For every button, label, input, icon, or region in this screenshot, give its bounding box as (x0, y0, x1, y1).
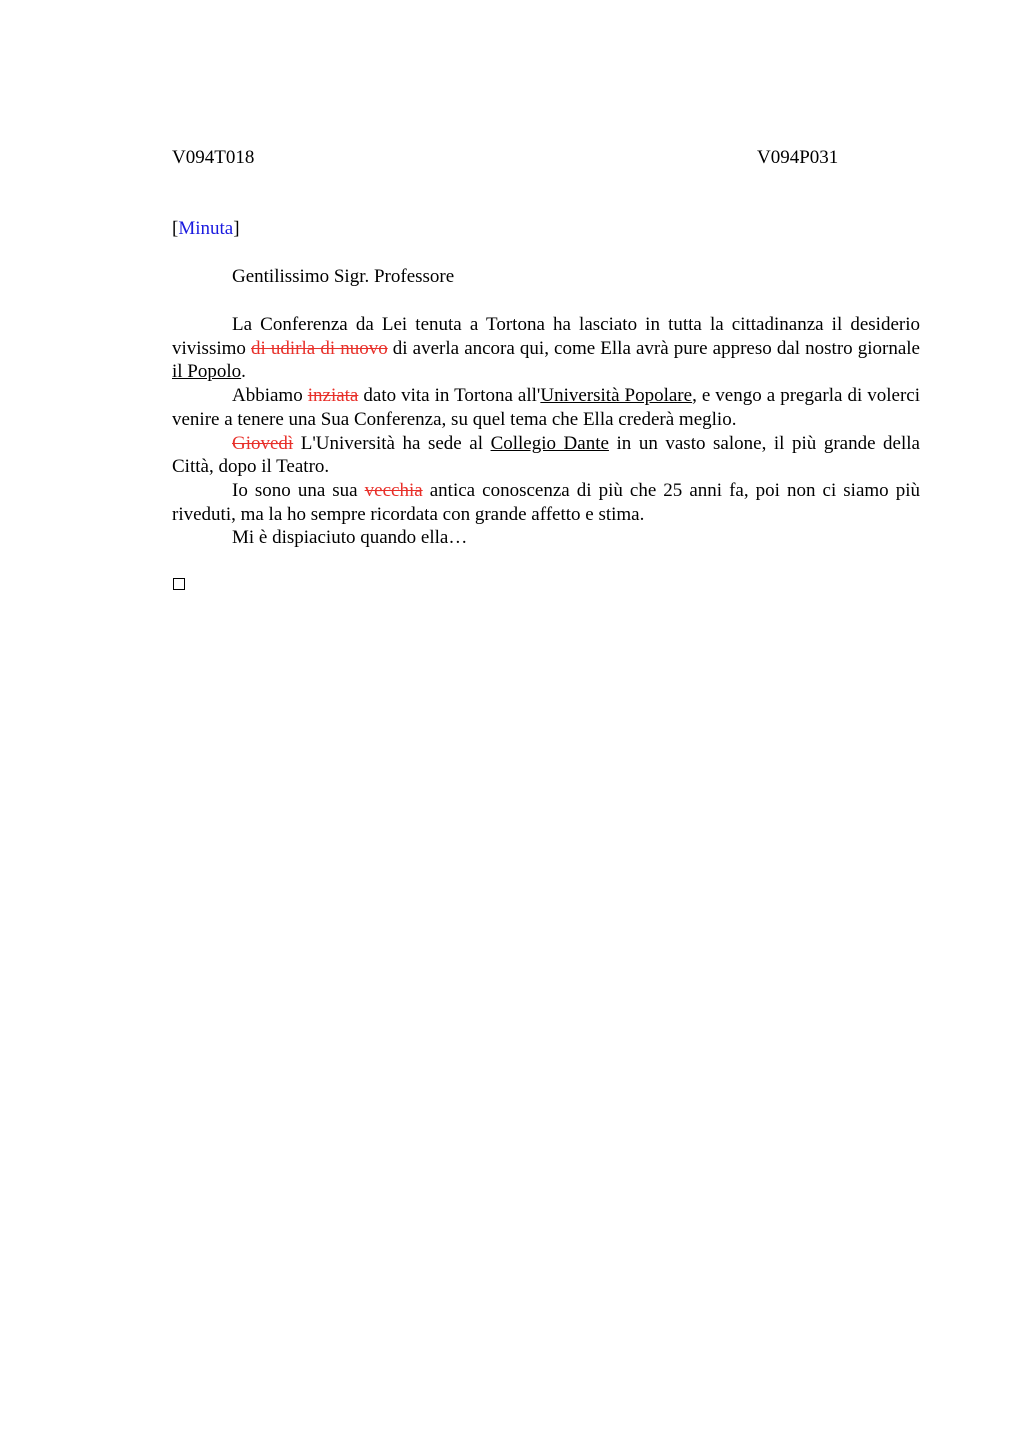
deleted-text: vecchia (364, 479, 423, 501)
deleted-text: Giovedì (232, 432, 294, 454)
minuta-close-bracket: ] (233, 218, 240, 239)
paragraph-2-text-1: Abbiamo (232, 385, 308, 407)
document-code-left: V094T018 (172, 147, 255, 168)
underlined-text: Università Popolare (540, 385, 693, 407)
deleted-text: inziata (307, 385, 359, 407)
minuta-open-bracket: [ (172, 218, 179, 239)
empty-square-icon (173, 578, 185, 590)
paragraph-3-text-1: L'Università ha sede al (293, 432, 491, 454)
paragraph-2 (172, 384, 920, 431)
paragraph-4-text-2: antica conoscenza di più che 25 anni fa, poi non ci siamo più riveduti, ma la ho sempre ricordata con grande affetto e stima. (172, 479, 921, 525)
paragraph-1-text-3: . (241, 361, 246, 383)
minuta-word: Minuta (178, 218, 234, 239)
paragraph-1-text-2: di averla ancora qui, come Ella avrà pure appreso dal nostro giornale (387, 337, 920, 359)
paragraph-4-text-1: Io sono una sua (232, 479, 365, 501)
salutation: Gentilissimo Sigr. Professore (232, 266, 455, 287)
paragraph-3-text-2: in un vasto salone, il più grande della Città, dopo il Teatro. (172, 432, 920, 478)
paragraph-1 (172, 313, 920, 384)
paragraph-2-text-3: , e vengo a pregarla di volerci venire a tenere una Sua Conferenza, su quel tema che Ella crederà meglio. (172, 385, 921, 430)
deleted-text: di udirla di nuovo (251, 337, 388, 359)
paragraph-2-text-2: dato vita in Tortona all' (358, 385, 541, 407)
paragraph-1-text-1: La Conferenza da Lei tenuta a Tortona ha lasciato in tutta la cittadinanza il desiderio vivissimo (172, 314, 920, 359)
document-code-right: V094P031 (757, 147, 839, 168)
paragraph-5-text-1: Mi è dispiaciuto quando ella… (232, 527, 468, 549)
underlined-text: il Popolo (172, 361, 242, 383)
paragraph-5 (172, 526, 920, 550)
paragraph-3 (172, 432, 920, 479)
minuta-label (172, 218, 240, 240)
paragraph-4 (172, 479, 920, 526)
letter-body (172, 313, 920, 550)
underlined-text: Collegio Dante (490, 432, 609, 454)
